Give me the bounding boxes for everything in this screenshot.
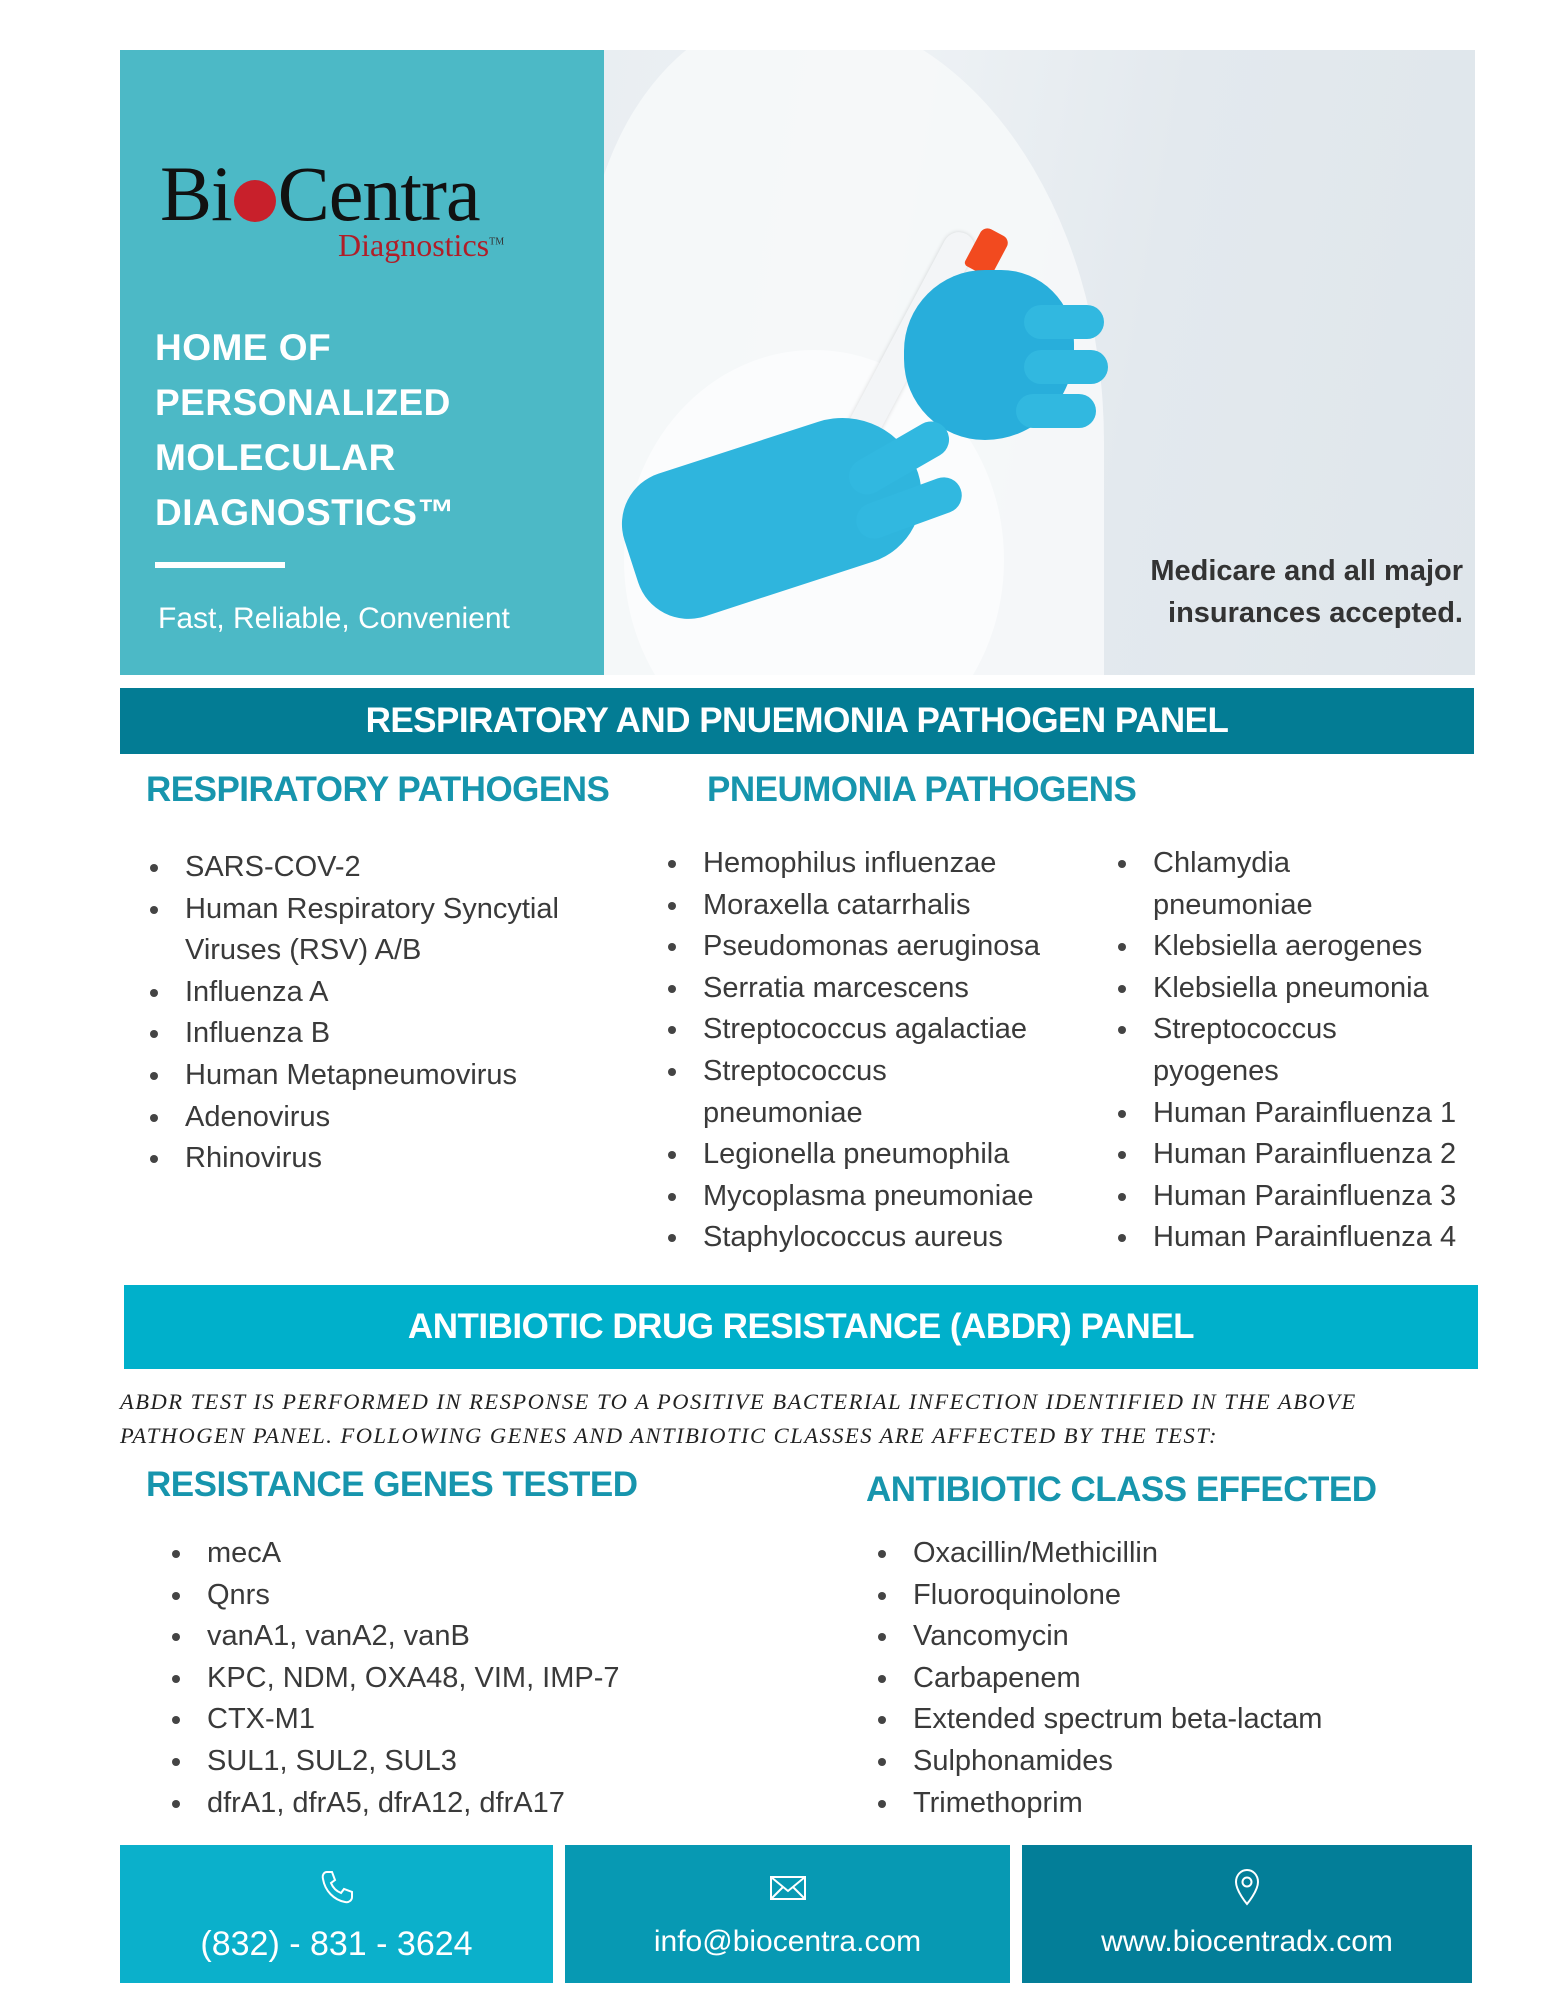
list-item: dfrA1, dfrA5, dfrA12, dfrA17 <box>172 1783 692 1825</box>
pneumonia-list-col2 <box>1118 843 1488 1259</box>
hero-banner <box>120 50 1475 675</box>
biocentra-logo: Bi Centra Diagnostics™ <box>160 150 505 263</box>
list-item: Staphylococcus aureus <box>668 1217 1088 1259</box>
list-item: Hemophilus influenzae <box>668 843 1088 885</box>
list-item: Moraxella catarrhalis <box>668 885 1088 927</box>
list-item: Oxacillin/Methicillin <box>878 1533 1438 1575</box>
list-item: Human Parainfluenza 4 <box>1118 1217 1488 1259</box>
list-item: Streptococcus pneumoniae <box>668 1051 928 1134</box>
classes-heading: ANTIBIOTIC CLASS EFFECTED <box>866 1470 1377 1509</box>
respiratory-list <box>150 847 620 1180</box>
list-item: Rhinovirus <box>150 1138 620 1180</box>
genes-list <box>172 1533 692 1824</box>
list-item: Influenza B <box>150 1013 620 1055</box>
list-item: Adenovirus <box>150 1097 620 1139</box>
list-item: Extended spectrum beta-lactam <box>878 1699 1438 1741</box>
list-item: Human Respiratory Syncytial Viruses (RSV) A/B <box>150 889 620 972</box>
location-pin-icon <box>1227 1867 1267 1907</box>
insurance-note: Medicare and all major insurances accepted. <box>1150 555 1463 629</box>
list-item: Human Metapneumovirus <box>150 1055 620 1097</box>
list-item: Pseudomonas aeruginosa <box>668 926 1088 968</box>
list-item: Klebsiella pneumonia <box>1118 968 1488 1010</box>
list-item: Streptococcus agalactiae <box>668 1009 1088 1051</box>
mail-icon <box>768 1867 808 1907</box>
list-item: KPC, NDM, OXA48, VIM, IMP-7 <box>172 1658 692 1700</box>
list-item: mecA <box>172 1533 692 1575</box>
list-item: vanA1, vanA2, vanB <box>172 1616 692 1658</box>
hero-subtagline: Fast, Reliable, Convenient <box>158 602 510 635</box>
hero-left-panel <box>120 50 604 675</box>
list-item: Qnrs <box>172 1575 692 1617</box>
list-item: Human Parainfluenza 2 <box>1118 1134 1488 1176</box>
list-item: Mycoplasma pneumoniae <box>668 1176 1088 1218</box>
list-item: SARS-COV-2 <box>150 847 620 889</box>
abdr-panel-banner: ANTIBIOTIC DRUG RESISTANCE (ABDR) PANEL <box>124 1285 1478 1369</box>
classes-list <box>878 1533 1438 1824</box>
footer-email[interactable] <box>565 1845 1010 1983</box>
genes-heading: RESISTANCE GENES TESTED <box>146 1465 638 1504</box>
list-item: Serratia marcescens <box>668 968 1088 1010</box>
logo-dna-icon <box>234 180 276 222</box>
list-item: CTX-M1 <box>172 1699 692 1741</box>
footer-website[interactable] <box>1022 1845 1472 1983</box>
hero-tagline: HOME OF PERSONALIZED MOLECULAR DIAGNOSTICS™ <box>155 327 455 533</box>
list-item: Vancomycin <box>878 1616 1438 1658</box>
pneumonia-list-col1 <box>668 843 1088 1259</box>
list-item: Carbapenem <box>878 1658 1438 1700</box>
list-item: Chlamydia pneumoniae <box>1118 843 1348 926</box>
hero-photo <box>604 50 1475 675</box>
respiratory-panel-banner: RESPIRATORY AND PNUEMONIA PATHOGEN PANEL <box>120 688 1474 754</box>
pneumonia-heading: PNEUMONIA PATHOGENS <box>707 770 1137 809</box>
list-item: Fluoroquinolone <box>878 1575 1438 1617</box>
list-item: Klebsiella aerogenes <box>1118 926 1488 968</box>
list-item: Human Parainfluenza 3 <box>1118 1176 1488 1218</box>
list-item: SUL1, SUL2, SUL3 <box>172 1741 692 1783</box>
website-link[interactable]: www.biocentradx.com <box>1101 1925 1393 1958</box>
email-link[interactable]: info@biocentra.com <box>653 1925 922 1958</box>
list-item: Trimethoprim <box>878 1783 1438 1825</box>
list-item: Streptococcus pyogenes <box>1118 1009 1378 1092</box>
list-item: Influenza A <box>150 972 620 1014</box>
footer-phone[interactable] <box>120 1845 553 1983</box>
list-item: Sulphonamides <box>878 1741 1438 1783</box>
divider <box>155 562 285 568</box>
list-item: Legionella pneumophila <box>668 1134 1088 1176</box>
respiratory-heading: RESPIRATORY PATHOGENS <box>146 770 610 809</box>
abdr-note: ABDR TEST IS PERFORMED IN RESPONSE TO A POSITIVE BACTERIAL INFECTION IDENTIFIED IN THE ABOVE PATHOGEN PANEL. FOLLOWING GENES AND ANTIBIOTIC CLASSES ARE AFFECTED BY THE TEST: <box>120 1389 1357 1448</box>
phone-number[interactable]: (832) - 831 - 3624 <box>200 1925 473 1963</box>
list-item: Human Parainfluenza 1 <box>1118 1093 1488 1135</box>
phone-icon <box>317 1867 357 1907</box>
